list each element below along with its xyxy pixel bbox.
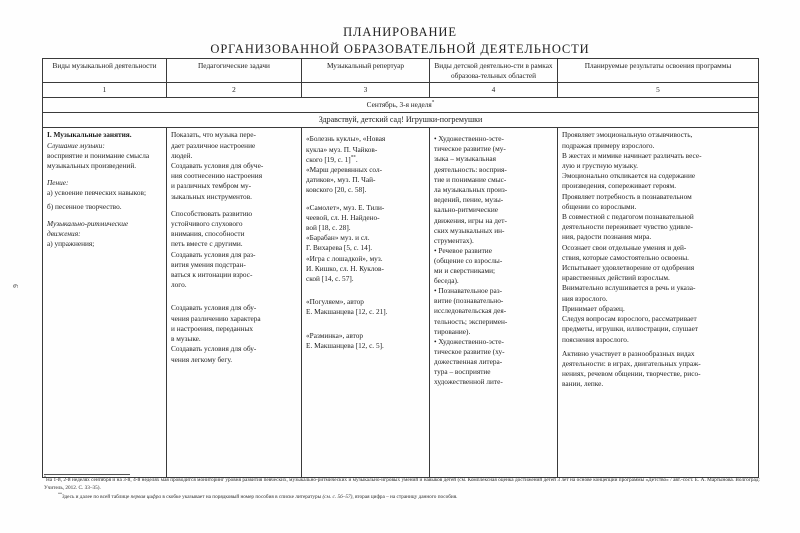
col4-b1-l1: • Художественно-эсте-	[434, 134, 504, 144]
planning-table-wrapper	[42, 58, 758, 478]
col5-p4-l2: общении со взрослыми.	[562, 201, 637, 211]
col5-p11-l3: нениях, речевом общении, творчестве, рисо-	[562, 369, 701, 379]
column-header-1: Виды музыкальной деятельности	[43, 59, 167, 83]
footnote-2-marker: **	[58, 491, 62, 496]
col5-p10-l1: Следуя вопросам взрослого, рассматривает	[562, 314, 697, 324]
col1-group3-title: Музыкально-ритмические движения:	[47, 219, 129, 239]
footnote-separator-rule	[44, 474, 130, 475]
col3-i1-l1: «Болезнь куклы», «Новая	[306, 134, 386, 144]
col5-p11-l4: вании, лепке.	[562, 379, 604, 389]
column-number-4: 4	[430, 83, 558, 98]
col4-b4-l2: тическое развитие (ху-	[434, 346, 505, 356]
table-header-row	[43, 59, 759, 83]
col5-p1-l1: Проявляет эмоциональную отзывчивость,	[562, 130, 693, 140]
column-number-2: 2	[167, 83, 302, 98]
col4-b1-l3: зыка – музыкальная	[434, 154, 497, 164]
col2-b2-l4: петь вместе с другими.	[171, 239, 243, 249]
col2-b2-l1: Способствовать развитию	[171, 208, 253, 218]
col3-i1-l3	[306, 155, 425, 165]
col4-b1-l9: движения, игры на дет-	[434, 215, 507, 225]
cell-activity-types	[43, 128, 167, 478]
cell-expected-results	[558, 128, 759, 478]
col3-i3-l1: «Самолет», муз. Е. Тили-	[306, 202, 385, 212]
col4-b3-l1: • Познавательное раз-	[434, 286, 503, 296]
col5-p3-l1: Эмоционально откликается на содержание	[562, 171, 696, 181]
footnote-2-text-c: в скобке указывает на порядковый номер пособия в списке литературы	[161, 493, 323, 500]
col4-b4-l5: художественной лите-	[434, 377, 503, 387]
col2-b1-l4: Создавать условия для обуче-	[171, 161, 264, 171]
col5-p9-l1: Принимает образец.	[562, 303, 625, 313]
col3-i4-l1: «Барабан» муз. и сл.	[306, 233, 370, 243]
col2-b3-l4: в музыке.	[171, 334, 201, 344]
column-header-3: Музыкальный репертуар	[302, 59, 430, 83]
footnote-1-text: На 1-й, 2-й неделях сентября и на 3-й, 4-й неделях мая проводится мониторинг уровня развития певческих, музыкально-ритмических и музыкально-игровых умений и навыков детей (см. Комплексная оценка достижений детей 3 лет на основе концепции программы «Детство» / авт.-сост. Е. А. Мартынова. Волгоград: Учитель, 2012. С. 33–35).	[44, 477, 760, 491]
footnote-2	[44, 491, 760, 502]
col4-b4-l4: тура – восприятие	[434, 367, 491, 377]
col3-i1-l3-text: ского [19, с. 1]	[306, 154, 351, 164]
col5-p7-l1: Испытывает удовлетворение от одобрения	[562, 263, 695, 273]
col3-i4-l2: Г. Вихарева [5, с. 14].	[306, 243, 373, 253]
footnote-2-text-b: первая цифра	[130, 493, 162, 500]
col4-b4-l3: дожественная литера-	[434, 356, 503, 366]
column-header-2: Педагогические задачи	[167, 59, 302, 83]
title-line-2: ОРГАНИЗОВАННОЙ ОБРАЗОВАТЕЛЬНОЙ ДЕЯТЕЛЬНОСТИ	[210, 41, 590, 56]
footnote-2-text-d: (см. с. 56–57)	[322, 493, 353, 500]
col2-b2-l5: Создавать условия для раз-	[171, 249, 256, 259]
col4-b1-l10: ских музыкальных ин-	[434, 225, 505, 235]
col1-heading: I. Музыкальные занятия.	[47, 130, 132, 140]
title-line-1: ПЛАНИРОВАНИЕ	[343, 25, 457, 39]
col2-b2-l3: внимания, способности	[171, 229, 245, 239]
col5-p11-l2: деятельности: в играх, двигательных упраж-	[562, 358, 701, 368]
col2-b1-l3: людей.	[171, 150, 193, 160]
col2-b2-l8: лого.	[171, 280, 187, 290]
planning-table	[42, 58, 759, 478]
col2-b2-l7: ваться к интонации взрос-	[171, 270, 253, 280]
col4-b1-l2: тическое развитие (му-	[434, 144, 506, 154]
col5-p2-l1: В жестах и мимике начинает различать весе-	[562, 150, 702, 160]
col4-b2-l1: • Речевое развитие	[434, 246, 492, 256]
table-column-number-row	[43, 83, 759, 98]
col2-b4-l1: Создавать условия для обу-	[171, 344, 257, 354]
col1-group3-item-a: а) упражнения;	[47, 239, 95, 249]
col5-p1-l2: подражая примеру взрослого.	[562, 140, 655, 150]
col3-i2-l3: ковского [20, с. 58].	[306, 185, 367, 195]
week-band-footnote-marker: *	[431, 99, 435, 106]
col2-b3-l2: чения различению характера	[171, 313, 261, 323]
col5-p8-l1: Внимательно вслушивается в речь и указа-	[562, 283, 696, 293]
col2-b4-l2: чения легкому бегу.	[171, 354, 233, 364]
col2-b1-l5: ния соотнесению настроения	[171, 171, 263, 181]
col5-p11-l1: Активно участвует в разнообразных видах	[562, 348, 695, 358]
col3-i5-l3: ской [14, с. 57].	[306, 274, 354, 284]
col3-i3-l2: чеевой, сл. Н. Найдено-	[306, 212, 380, 222]
column-number-1: 1	[43, 83, 167, 98]
col5-p10-l2: предметы, игрушки, иллюстрации, слушает	[562, 324, 699, 334]
col1-spacer-1	[47, 171, 162, 178]
footnote-1	[44, 474, 760, 493]
col5-p8-l2: ния взрослого.	[562, 293, 608, 303]
col5-p7-l2: нравственных действий взрослым.	[562, 273, 670, 283]
col5-p5-l3: ния, радости познания мира.	[562, 232, 652, 242]
footnotes-section	[44, 474, 760, 502]
col3-i1-footnote-marker: **	[350, 154, 356, 161]
week-band-label: Сентябрь, 3-я неделя	[366, 100, 432, 110]
col2-b1-l2: дает различное настроение	[171, 140, 256, 150]
col2-b1-l6: и различных тембром му-	[171, 181, 252, 191]
col5-p4-l1: Проявляет потребность в познавательном	[562, 191, 692, 201]
col2-b2-l6: вития умения подстран-	[171, 259, 246, 269]
cell-pedagogical-tasks	[167, 128, 302, 478]
week-band-cell	[43, 98, 759, 113]
footnote-1-marker: *	[44, 474, 46, 480]
col3-i1-l2: кукла» муз. П. Чайков-	[306, 144, 378, 154]
col3-i6-l2: Е. Макшанцева [12, с. 21].	[306, 307, 388, 317]
col4-b1-l11: струментах).	[434, 235, 474, 245]
cell-music-repertoire	[302, 128, 430, 478]
cell-child-activity-types	[430, 128, 558, 478]
column-header-5: Планируемые результаты освоения программы	[558, 59, 759, 83]
col3-i5-l1: «Игра с лошадкой», муз.	[306, 253, 383, 263]
col3-i1-l3-end: .	[355, 154, 358, 164]
col4-b1-l7: ведений, пение, музы-	[434, 195, 504, 205]
col1-group2-item-a: а) усвоение певческих навыков;	[47, 187, 146, 197]
col5-p10-l3: пояснения взрослого.	[562, 334, 629, 344]
col3-i7-l1: «Разминка», автор	[306, 330, 364, 340]
week-band-row	[43, 98, 759, 113]
col1-group2-item-b: б) песенное творчество.	[47, 202, 122, 212]
col3-i5-l2: И. Кишко, сл. Н. Куклов-	[306, 263, 384, 273]
col4-b2-l3: ми и сверстниками;	[434, 266, 496, 276]
col3-i2-l1: «Марш деревянных сол-	[306, 165, 383, 175]
col2-b3-l1: Создавать условия для обу-	[171, 303, 257, 313]
col3-i3-l3: вой [18, с. 28].	[306, 223, 351, 233]
footnote-2-text-e: , вторая цифра – на страницу данного пособия.	[352, 493, 458, 500]
page-number-margin: 9	[11, 284, 20, 288]
col3-spacer-3	[306, 318, 425, 331]
col4-b1-l8: кально-ритмические	[434, 205, 498, 215]
col2-spacer-1	[171, 202, 297, 209]
col3-spacer-1	[306, 196, 425, 203]
col4-b2-l2: (общение со взрослы-	[434, 255, 503, 265]
col2-spacer-2	[171, 290, 297, 303]
col2-b3-l3: и настроения, переданных	[171, 323, 254, 333]
column-number-3: 3	[302, 83, 430, 98]
col5-p6-l1: Осознает свои отдельные умения и дей-	[562, 242, 687, 252]
col4-b3-l2: витие (познавательно-	[434, 296, 504, 306]
col1-group1-text: восприятие и понимание смысла музыкальных произведений.	[47, 150, 150, 170]
col4-b3-l5: тирование).	[434, 326, 471, 336]
col3-spacer-2	[306, 284, 425, 297]
col2-b1-l7: зыкальных инструментов.	[171, 191, 252, 201]
theme-band-cell: Здравствуй, детский сад! Игрушки-погремушки	[43, 112, 759, 128]
col2-b1-l1: Показать, что музыка пере-	[171, 130, 256, 140]
col4-b3-l3: исследовательская дея-	[434, 306, 507, 316]
col1-spacer-3	[47, 212, 162, 219]
content-row	[43, 128, 759, 478]
page-title	[40, 24, 760, 57]
col5-p6-l2: ствия, которые самостоятельно освоены.	[562, 252, 689, 262]
col4-b1-l6: ла музыкальных произ-	[434, 184, 508, 194]
footnote-2-text-a: Здесь и далее по всей таблице	[62, 493, 131, 500]
col3-i7-l2: Е. Макшанцева [12, с. 5].	[306, 340, 384, 350]
col5-p3-l2: произведения, сопереживает героям.	[562, 181, 677, 191]
column-header-4: Виды детской деятельно-сти в рамках образова-тельных областей	[430, 59, 558, 83]
col5-p5-l2: деятельности переживает чувство удивле-	[562, 222, 693, 232]
col1-group2-title: Пение:	[47, 177, 69, 187]
col4-b2-l4: беседа).	[434, 276, 459, 286]
col1-group1-title: Слушание музыки:	[47, 140, 105, 150]
col5-p2-l2: лую и грустную музыку.	[562, 161, 638, 171]
col5-p5-l1: В совместной с педагогом познавательной	[562, 212, 694, 222]
col2-b2-l2: устойчивого слухового	[171, 219, 243, 229]
col4-b4-l1: • Художественно-эсте-	[434, 337, 504, 346]
col3-i6-l1: «Погуляем», автор	[306, 297, 364, 307]
column-number-5: 5	[558, 83, 759, 98]
col4-b1-l4: деятельность: восприя-	[434, 164, 507, 174]
col3-i2-l2: датиков», муз. П. Чай-	[306, 175, 376, 185]
col4-b1-l5: тие и понимание смыс-	[434, 174, 507, 184]
col4-b3-l4: тельность; эксперимен-	[434, 316, 508, 326]
theme-band-row	[43, 112, 759, 128]
